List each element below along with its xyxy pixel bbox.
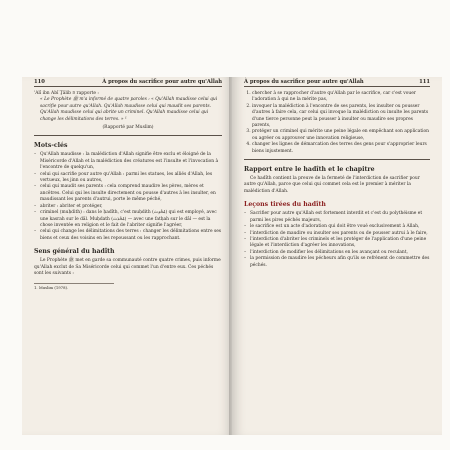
lesson-item: – la permission de maudire les pécheurs afin qu'ils se refrènent de commettre des péchés. — [244, 256, 430, 269]
keyword-item: – abriter : abriter et protéger, — [34, 204, 222, 210]
sin-item: 2. invoquer la malédiction à l'encontre de ses parents, les insulter ou pousser d'autres à faire cela, car celui qui invoque la malédiction ou insulte les parents d'une tierce personne peut la pousser à insulter ou maudire ses propres parents, — [252, 104, 430, 130]
section-divider — [34, 135, 222, 136]
left-page-number: 110 — [34, 79, 45, 85]
right-running-header — [244, 79, 430, 87]
lesson-item: – l'interdiction d'abriter les criminels et les protéger de l'application d'une peine légale et l'interdiction d'agréer les innovations, — [244, 237, 430, 250]
hadith-quote: « Le Prophète ﷺ m'a informé de quatre paroles : « Qu'Allah maudisse celui qui sacrifie pour autre qu'Allah. Qu'Allah maudisse celui qui maudit ses parents. Qu'Allah maudisse celui qui abrite un criminel. Qu'Allah maudisse celui qui change les délimitations des terres. » ¹ — [40, 97, 218, 122]
lesson-item: – l'interdiction de maudire ou insulter ses parents ou de pousser autrui à le faire, — [244, 231, 430, 237]
keywords-list — [34, 152, 222, 242]
keyword-item: – celui qui sacrifie pour autre qu'Allah : parmi les statues, les alliés d'Allah, les vertueux, les jinn ou autres, — [34, 172, 222, 185]
lesson-item: – Sacrifier pour autre qu'Allah est fortement interdit et c'est du polythéisme et parmi les pires péchés majeurs, — [244, 211, 430, 224]
relation-heading: Rapport entre le hadîth et le chapitre — [244, 166, 375, 174]
keyword-item: – celui qui maudit ses parents : cela comprend maudire les pères, mères et ancêtres. Celui qui les insulte directement ou pousse d'autres à les insulter, en maudissant les parents d'autrui, porte le même péché, — [34, 184, 222, 203]
general-meaning-heading: Sens général du hadîth — [34, 248, 115, 256]
footnote: 1. Muslim (1978). — [34, 283, 114, 290]
right-page — [232, 77, 442, 435]
lesson-item: – le sacrifice est un acte d'adoration qui doit être voué exclusivement à Allah, — [244, 224, 430, 230]
keywords-heading: Mots-clés — [34, 142, 68, 150]
left-running-header — [34, 79, 222, 87]
keyword-item: – criminel (muḥdith) : dans le ḥadîth, c'est muḥdith (مُحْدِث) qui est employé, avec une kasrah sur le dâl. Muḥdath (مُحْدَث) — avec une fatḥah sur le dâl — est la chose inventée en religion et le fait de l'abriter signifie l'agréer, — [34, 210, 222, 229]
keyword-item: – celui qui change les délimitations des terres : changer les délimitations entre ses biens et ceux des voisins en les repoussant ou les rapprochant. — [34, 229, 222, 242]
right-page-number: 111 — [419, 79, 430, 85]
relation-text: Ce hadîth contient la preuve de la fermeté de l'interdiction de sacrifier pour autre qu'Allah, parce que celui qui commet cela est le premier à mériter la malédiction d'Allah. — [244, 176, 420, 194]
sins-list — [244, 91, 430, 155]
sin-item: 3. protéger un criminel qui mérite une peine légale en empêchant son application ou agréer ou approuver une innovation religieuse, — [252, 129, 430, 142]
section-divider — [244, 159, 430, 160]
right-running-title: À propos du sacrifice pour autre qu'Allah — [244, 79, 364, 85]
lessons-heading: Leçons tirées du hadîth — [244, 201, 326, 209]
general-meaning-text: Le Prophète ﷺ met en garde sa communauté contre quatre crimes, puis informe qu'Allah exclut de Sa Miséricorde celui qui commet l'un d'entre eux. Ces péchés sont les suivants : — [34, 258, 221, 276]
keyword-item: – Qu'Allah maudisse : la malédiction d'Allah signifie être exclu et éloigné de la Miséricorde d'Allah et la malédiction des créatures est l'insulte et l'invocation à l'encontre de quelqu'un, — [34, 152, 222, 171]
lessons-list — [244, 211, 430, 269]
lesson-item: – l'interdiction de modifier les délimitations en les avançant ou reculant, — [244, 250, 430, 256]
left-page — [22, 77, 232, 435]
left-running-title: À propos du sacrifice pour autre qu'Allah — [102, 79, 222, 85]
sin-item: 4. changer les lignes de démarcation des terres des gens pour s'approprier leurs biens injustement. — [252, 142, 430, 155]
hadith-intro: 'Alî ibn Abî Ţâlib ¤ rapporte : — [34, 91, 99, 96]
sin-item: 1. chercher à se rapprocher d'autre qu'Allah par le sacrifice, car c'est vouer l'adoration à qui ne la mérite pas, — [252, 91, 430, 104]
hadith-attribution: (Rapporté par Muslim) — [102, 125, 154, 131]
